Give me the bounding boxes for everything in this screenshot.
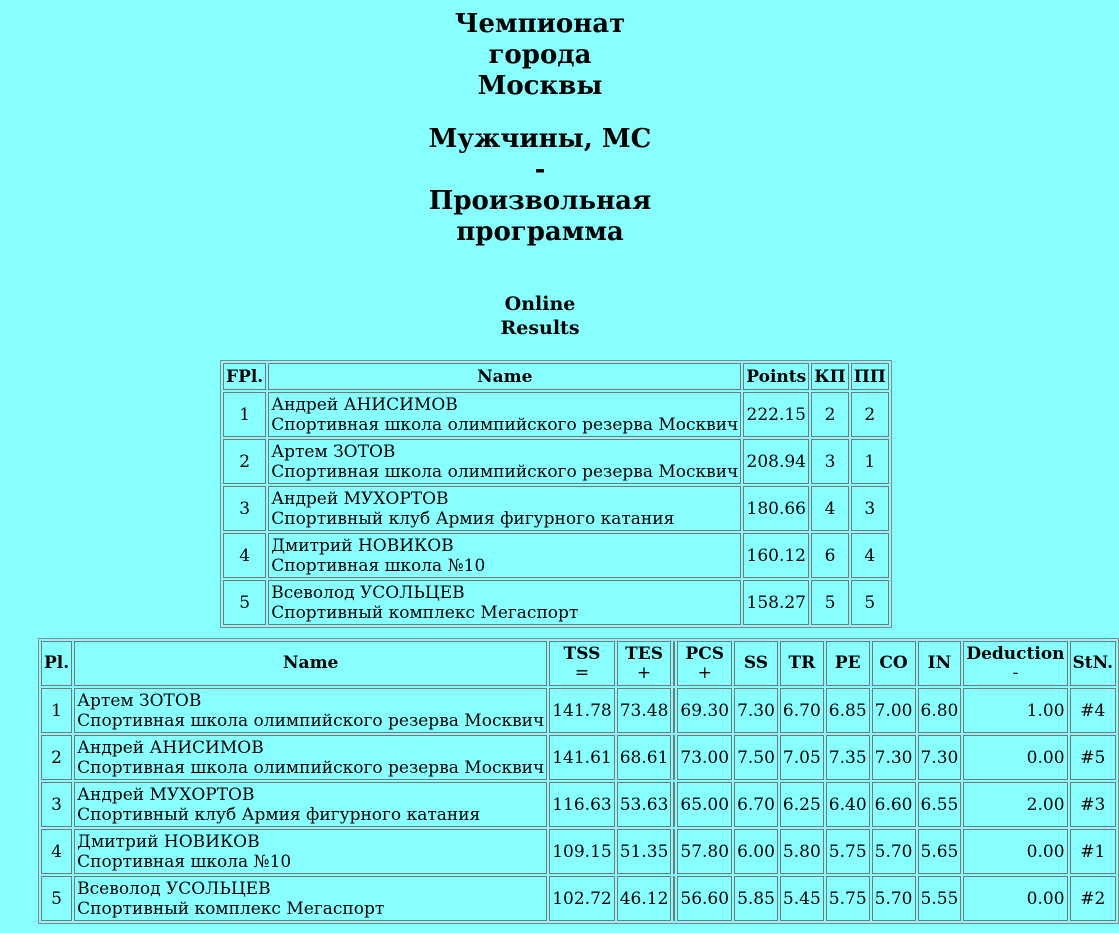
tss-cell: 102.72 (549, 876, 614, 921)
skater-club: Спортивная школа олимпийского резерва Москвич (77, 757, 545, 778)
stn-cell: #3 (1070, 782, 1117, 827)
table-row (41, 735, 1116, 780)
skater-name: Андрей МУХОРТОВ (77, 784, 255, 805)
header-pcs-sub: + (697, 662, 712, 683)
spacer-cell (673, 829, 675, 874)
ss-cell: 7.50 (734, 735, 778, 780)
header-tss-sub: = (574, 662, 590, 683)
skater-name: Андрей МУХОРТОВ (271, 488, 449, 509)
place-cell: 4 (41, 829, 72, 874)
header-pcs-label: PCS (685, 643, 725, 664)
pe-cell: 5.75 (826, 829, 870, 874)
table-row (41, 829, 1116, 874)
points-cell: 160.12 (743, 533, 809, 578)
skater-cell (74, 876, 547, 921)
skater-cell (74, 829, 547, 874)
skater-club: Спортивный клуб Армия фигурного катания (271, 508, 675, 529)
stn-cell: #2 (1070, 876, 1117, 921)
skater-club: Спортивная школа №10 (77, 851, 292, 872)
pcs-cell: 56.60 (677, 876, 732, 921)
tes-cell: 51.35 (617, 829, 672, 874)
header-tss-label: TSS (563, 643, 601, 664)
skater-name: Андрей АНИСИМОВ (271, 394, 458, 415)
deduction-cell: 2.00 (963, 782, 1067, 827)
skater-name: Всеволод УСОЛЬЦЕВ (77, 878, 271, 899)
header-pcs (677, 641, 732, 686)
co-cell: 6.60 (872, 782, 916, 827)
tr-cell: 5.45 (780, 876, 824, 921)
skater-club: Спортивная школа №10 (271, 555, 486, 576)
place-cell: 5 (41, 876, 72, 921)
tes-cell: 73.48 (617, 688, 672, 733)
table-row (223, 580, 889, 625)
tss-cell: 141.78 (549, 688, 614, 733)
header-deduction (963, 641, 1067, 686)
header-in: IN (918, 641, 962, 686)
table-row (223, 486, 889, 531)
kp-cell: 2 (811, 392, 849, 437)
fpl-cell: 2 (223, 439, 266, 484)
header-points: Points (743, 363, 809, 390)
table-row (223, 392, 889, 437)
kp-cell: 6 (811, 533, 849, 578)
header-deduction-label: Deduction (966, 643, 1065, 664)
pp-cell: 3 (851, 486, 889, 531)
skater-cell (268, 439, 741, 484)
deduction-cell: 0.00 (963, 735, 1067, 780)
place-cell: 2 (41, 735, 72, 780)
skater-name: Дмитрий НОВИКОВ (77, 831, 260, 852)
in-cell: 7.30 (918, 735, 962, 780)
ss-cell: 7.30 (734, 688, 778, 733)
kp-cell: 4 (811, 486, 849, 531)
co-cell: 5.70 (872, 876, 916, 921)
event-title-line: города (488, 40, 592, 70)
fpl-cell: 4 (223, 533, 266, 578)
co-cell: 7.30 (872, 735, 916, 780)
spacer-cell (673, 688, 675, 733)
fpl-cell: 1 (223, 392, 266, 437)
in-cell: 6.80 (918, 688, 962, 733)
table-row (223, 533, 889, 578)
online-results-heading (0, 292, 1080, 340)
category-title-line: Мужчины, МС (428, 124, 652, 154)
ss-cell: 6.00 (734, 829, 778, 874)
spacer-column (673, 641, 675, 686)
header-pl: Pl. (41, 641, 72, 686)
skater-club: Спортивный комплекс Мегаспорт (77, 898, 385, 919)
spacer-cell (673, 876, 675, 921)
skater-club: Спортивная школа олимпийского резерва Москвич (271, 461, 739, 482)
header-stn: StN. (1070, 641, 1117, 686)
segment-results-table (38, 638, 1119, 924)
pp-cell: 4 (851, 533, 889, 578)
deduction-cell: 0.00 (963, 829, 1067, 874)
event-title-line: Чемпионат (454, 9, 626, 39)
skater-cell (268, 392, 741, 437)
place-cell: 3 (41, 782, 72, 827)
pcs-cell: 73.00 (677, 735, 732, 780)
pp-cell: 5 (851, 580, 889, 625)
tes-cell: 68.61 (617, 735, 672, 780)
skater-cell (74, 688, 547, 733)
in-cell: 6.55 (918, 782, 962, 827)
in-cell: 5.55 (918, 876, 962, 921)
table-row (41, 688, 1116, 733)
skater-club: Спортивный клуб Армия фигурного катания (77, 804, 481, 825)
tss-cell: 109.15 (549, 829, 614, 874)
category-title (0, 124, 1080, 248)
table-row (223, 439, 889, 484)
ss-cell: 5.85 (734, 876, 778, 921)
header-co: CO (872, 641, 916, 686)
tss-cell: 141.61 (549, 735, 614, 780)
skater-cell (268, 486, 741, 531)
table-header-row (41, 641, 1116, 686)
skater-cell (74, 735, 547, 780)
header-tes-label: TES (625, 643, 663, 664)
overall-results-table (220, 360, 892, 628)
table-row (41, 782, 1116, 827)
ss-cell: 6.70 (734, 782, 778, 827)
fpl-cell: 5 (223, 580, 266, 625)
header-pp: ПП (851, 363, 889, 390)
co-cell: 5.70 (872, 829, 916, 874)
table-header-row (223, 363, 889, 390)
skater-club: Спортивная школа олимпийского резерва Москвич (271, 414, 739, 435)
tr-cell: 5.80 (780, 829, 824, 874)
header-name: Name (74, 641, 547, 686)
pe-cell: 7.35 (826, 735, 870, 780)
in-cell: 5.65 (918, 829, 962, 874)
points-cell: 208.94 (743, 439, 809, 484)
pcs-cell: 65.00 (677, 782, 732, 827)
co-cell: 7.00 (872, 688, 916, 733)
header-tss (549, 641, 614, 686)
pcs-cell: 69.30 (677, 688, 732, 733)
skater-name: Артем ЗОТОВ (77, 690, 202, 711)
skater-name: Дмитрий НОВИКОВ (271, 535, 454, 556)
tr-cell: 6.25 (780, 782, 824, 827)
pp-cell: 1 (851, 439, 889, 484)
kp-cell: 5 (811, 580, 849, 625)
points-cell: 180.66 (743, 486, 809, 531)
tr-cell: 6.70 (780, 688, 824, 733)
skater-name: Артем ЗОТОВ (271, 441, 396, 462)
skater-cell (268, 580, 741, 625)
header-deduction-sub: - (1012, 662, 1019, 683)
header-name: Name (268, 363, 741, 390)
fpl-cell: 3 (223, 486, 266, 531)
tes-cell: 46.12 (617, 876, 672, 921)
header-ss: SS (734, 641, 778, 686)
header-fpl: FPl. (223, 363, 266, 390)
online-results-line: Results (500, 317, 580, 339)
skater-name: Всеволод УСОЛЬЦЕВ (271, 582, 465, 603)
skater-club: Спортивная школа олимпийского резерва Москвич (77, 710, 545, 731)
spacer-cell (673, 782, 675, 827)
deduction-cell: 1.00 (963, 688, 1067, 733)
stn-cell: #4 (1070, 688, 1117, 733)
kp-cell: 3 (811, 439, 849, 484)
event-title-line: Москвы (477, 71, 603, 101)
online-results-line: Online (504, 293, 576, 315)
place-cell: 1 (41, 688, 72, 733)
header-tes (617, 641, 672, 686)
category-title-line: программа (456, 217, 624, 247)
header-pe: PE (826, 641, 870, 686)
stn-cell: #1 (1070, 829, 1117, 874)
skater-club: Спортивный комплекс Мегаспорт (271, 602, 579, 623)
points-cell: 222.15 (743, 392, 809, 437)
tr-cell: 7.05 (780, 735, 824, 780)
category-title-line: Произвольная (428, 186, 652, 216)
skater-cell (74, 782, 547, 827)
header-tr: TR (780, 641, 824, 686)
tes-cell: 53.63 (617, 782, 672, 827)
header-kp: КП (811, 363, 849, 390)
stn-cell: #5 (1070, 735, 1117, 780)
spacer-cell (673, 735, 675, 780)
event-title (0, 9, 1080, 102)
pe-cell: 6.40 (826, 782, 870, 827)
pe-cell: 6.85 (826, 688, 870, 733)
category-title-line: - (534, 155, 546, 185)
pe-cell: 5.75 (826, 876, 870, 921)
deduction-cell: 0.00 (963, 876, 1067, 921)
tss-cell: 116.63 (549, 782, 614, 827)
table-row (41, 876, 1116, 921)
header-tes-sub: + (636, 662, 652, 683)
pp-cell: 2 (851, 392, 889, 437)
skater-name: Андрей АНИСИМОВ (77, 737, 264, 758)
points-cell: 158.27 (743, 580, 809, 625)
pcs-cell: 57.80 (677, 829, 732, 874)
skater-cell (268, 533, 741, 578)
